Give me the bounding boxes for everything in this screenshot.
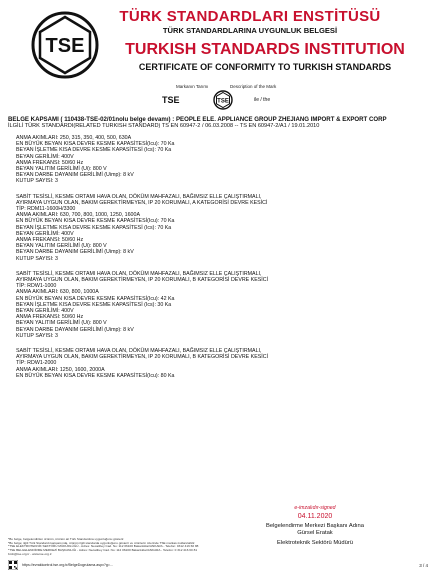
spec-line: TİP: RDW1-2000	[16, 360, 57, 367]
footnotes	[8, 538, 308, 557]
signed-date: 04.11.2020	[297, 513, 333, 520]
footnote-line: *TSE BELGELENDİRME MERKEZİ BAŞKANLIĞI - Adres: Necatibey Cad. No: 112 06100 Bakanlıklar/ANKARA - Telefon: 0 312 416 60 81	[8, 548, 198, 553]
verification-link[interactable]: https://evrakkontrol.tse.org.tr/BelgeDogrulama.aspx?g=...	[22, 563, 113, 567]
en-title: TURKISH STANDARDS INSTITUTION	[125, 41, 405, 58]
related-standard: İLGİLİ TÜRK STANDARDI(RELATED TURKISH STANDARD) TS EN 60947-2 / 06.03.2008 -- TS EN 60947-2/A1 / 19.01.2010	[8, 123, 320, 130]
tse-logo	[30, 10, 100, 80]
spec-line: SABİT TESİSLİ, KESME ORTAMI HAVA OLAN, DÖKÜM MAHFAZALI, BAĞIMSIZ ELLE ÇALIŞTIRMALI,	[16, 347, 262, 354]
spec-block-2	[16, 194, 428, 262]
spec-line: EN BÜYÜK BEYAN KISA DEVRE KESME KAPASİTESİ(Icu): 42 Ka	[16, 295, 175, 302]
spec-block-1	[16, 135, 428, 185]
spec-line: AYIRMAYA UYGUN OLAN, BAKIM GEREKTİRMEYEN, IP 20 KORUMALI, A KATEGORİSİ DEVRE KESİCİ	[16, 199, 268, 206]
spec-line: BEYAN DARBE DAYANIM GERİLİMİ (Uimp): 8 kV	[16, 326, 134, 333]
spec-line: ANMA AKIMLARI: 1250, 1600, 2000A	[16, 366, 105, 373]
spec-line: ANMA AKIMLARI: 630, 700, 800, 1000, 1250, 1600A	[16, 212, 140, 219]
spec-line: AYIRMAYA UYGUN OLAN, BAKIM GEREKTİRMEYEN, IP 20 KORUMALI, B KATEGORİSİ DEVRE KESİCİ	[16, 354, 269, 361]
spec-line: BEYAN İŞLETME KISA DEVRE KESME KAPASİTESİ (Ics): 70 Ka	[16, 224, 172, 231]
mark-tse-text: TSE	[162, 95, 180, 105]
spec-line: BEYAN YALITIM GERİLİMİ (Ui): 800 V	[16, 320, 107, 327]
spec-line: EN BÜYÜK BEYAN KISA DEVRE KESME KAPASİTESİ(Icu): 70 Ka	[16, 218, 175, 225]
footnote-line: *TSE ELEKTROTEKNİK SEKTÖRÜ MÜDÜRLÜĞÜ - Adres: Necatibey Cad. No: 112 06100 Bakanlıklar/ANKARA - Telefon: 0312 416 60 88	[8, 544, 199, 549]
footnote-line: bmb@tse.org.tr - www.tse.org.tr	[8, 551, 52, 556]
mark-caption-right: Description of the Mark	[230, 84, 277, 89]
spec-line: AYIRMAYA UYGUN OLAN, BAKIM GEREKTİRMEYEN, IP 20 KORUMALI, B KATEGORİSİ DEVRE KESİCİ	[16, 276, 269, 283]
en-subtitle: CERTIFICATE OF CONFORMITY TO TURKISH STANDARDS	[138, 62, 392, 72]
footnote-line: *Bu belge, belgelendirilen ürünün, ürünün ait Türk Standardına uygunluğunu gösterir.	[8, 537, 125, 541]
tr-title: TÜRK STANDARDLARI ENSTİTÜSÜ	[119, 8, 381, 25]
page-number: 3 / 4	[419, 563, 428, 568]
spec-line: BEYAN GERİLİMİ: 400V	[16, 153, 74, 160]
spec-line: KUTUP SAYISI: 3	[16, 255, 58, 262]
spec-line: BEYAN YALITIM GERİLİMİ (Ui): 800 V	[16, 165, 107, 172]
spec-block-4	[16, 348, 428, 379]
spec-line: SABİT TESİSLİ, KESME ORTAMI HAVA OLAN, DÖKÜM MAHFAZALI, BAĞIMSIZ ELLE ÇALIŞTIRMALI,	[16, 270, 262, 277]
spec-line: BEYAN DARBE DAYANIM GERİLİMİ (Uimp): 8 kV	[16, 249, 134, 256]
svg-text:TSE: TSE	[45, 35, 85, 57]
spec-line: EN BÜYÜK BEYAN KISA DEVRE KESME KAPASİTESİ(Icu): 80 Ka	[16, 372, 175, 379]
spec-line: SABİT TESİSLİ, KESME ORTAMI HAVA OLAN, DÖKÜM MAHFAZALI, BAĞIMSIZ ELLE ÇALIŞTIRMALI,	[16, 193, 262, 200]
spec-line: TİP: RDW1-1000	[16, 283, 57, 290]
spec-line: KUTUP SAYISI: 3	[16, 178, 58, 185]
spec-line: EN BÜYÜK BEYAN KISA DEVRE KESME KAPASİTESİ(Icu): 70 Ka	[16, 141, 175, 148]
spec-line: KUTUP SAYISI: 3	[16, 332, 58, 339]
signer-role: Elektroteknik Sektörü Müdürü	[276, 540, 354, 546]
spec-line: BEYAN İŞLETME KISA DEVRE KESME KAPASİTESİ (Ics): 30 Ka	[16, 301, 172, 308]
spec-line: ANMA FREKANSI: 50/60 Hz	[16, 314, 84, 321]
spec-line: BEYAN DARBE DAYANIM GERİLİMİ (Uimp): 8 kV	[16, 172, 134, 179]
spec-line: BEYAN YALITIM GERİLİMİ (Ui): 800 V	[16, 243, 107, 250]
footnote-line: *Bu belge; ilgili Türk Standardı kapsamında, ürünün ilgili standarda uygunluğunu gösterir ve ürünlerin üzerinde TSE markası kullanılabilir.	[8, 540, 196, 545]
spec-line: BEYAN GERİLİMİ: 400V	[16, 230, 74, 237]
certificate-scope: BELGE KAPSAMI ( 110438-TSE-02/01nolu belge devamı) : PEOPLE ELE. APPLIANCE GROUP ZHEJIANG IMPORT & EXPORT CORP	[8, 116, 387, 123]
mark-row	[160, 84, 280, 114]
esigned-stamp	[270, 505, 360, 520]
spec-line: ANMA FREKANSI: 50/60 Hz	[16, 159, 84, 166]
mark-caption-left: Markanın Tarımı	[176, 84, 209, 89]
spec-line: ANMA FREKANSI: 50/60 Hz	[16, 236, 84, 243]
signer-name: Gürsel Eratak	[297, 530, 333, 536]
header-tr	[100, 8, 400, 36]
svg-text:TSE: TSE	[217, 98, 229, 105]
tr-subtitle: TÜRK STANDARDLARINA UYGUNLUK BELGESİ	[162, 26, 338, 35]
signer-title: Belgelendirme Merkezi Başkanı Adına	[266, 523, 364, 529]
spec-line: BEYAN İŞLETME KISA DEVRE KESME KAPASİTESİ (Ics): 70 Ka	[16, 147, 172, 154]
spec-block-3	[16, 271, 428, 339]
spec-line: ANMA AKIMLARI: 630, 800, 1000A	[16, 289, 99, 296]
qr-code-icon	[8, 560, 18, 570]
spec-line: TİP: RDM11-1600H/3300	[16, 205, 76, 212]
spec-line: BEYAN GERİLİMİ: 400V	[16, 307, 74, 314]
mark-right-text: ile / the	[254, 97, 271, 103]
certificate-content	[8, 116, 428, 388]
esigned-label: e-imzalıdır-signed	[294, 505, 336, 511]
mark-logo-icon	[198, 90, 248, 110]
spec-line: ANMA AKIMLARI: 250, 315, 350, 400, 500, 630A	[16, 134, 132, 141]
